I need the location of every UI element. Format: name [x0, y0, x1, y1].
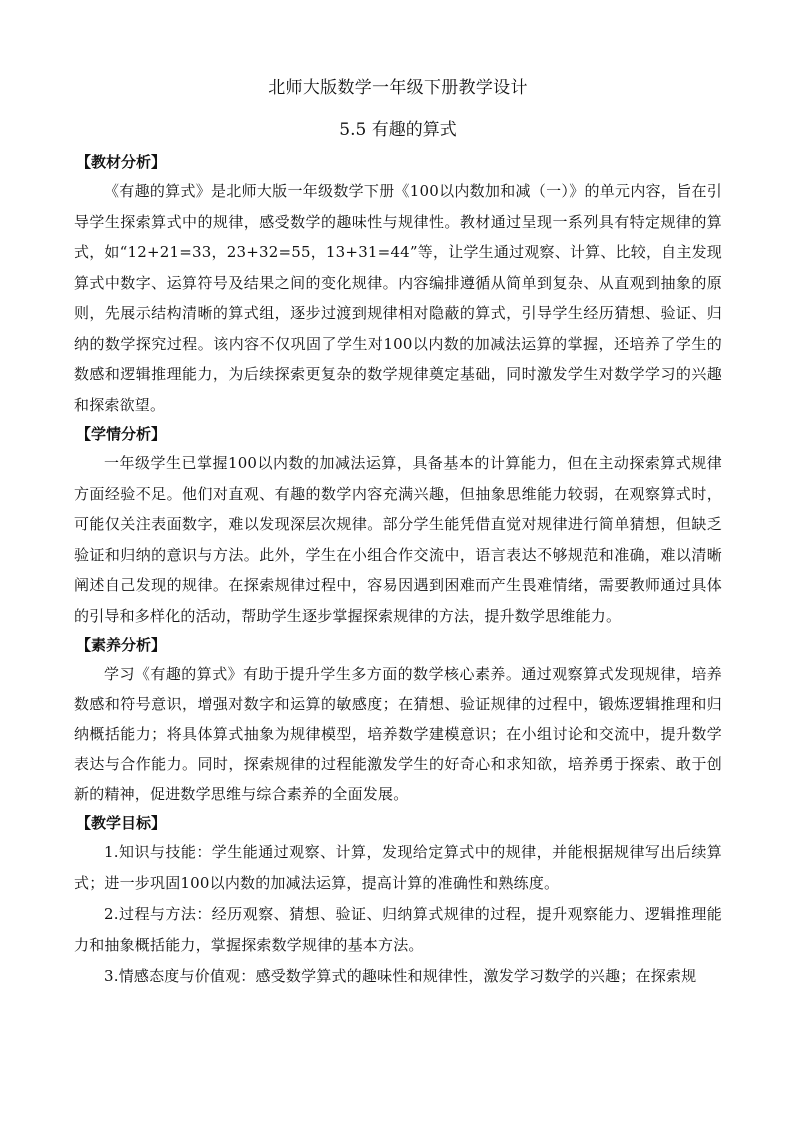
goal-process-methods: 2.过程与方法：经历观察、猜想、验证、归纳算式规律的过程，提升观察能力、逻辑推理能力和抽象概括能力，掌握探索数学规律的基本方法。 [74, 905, 722, 954]
literacy-analysis-heading: 【素养分析】 [76, 636, 167, 654]
learner-analysis-text: 一年级学生已掌握100以内数的加减法运算，具备基本的计算能力，但在主动探索算式规律方面经验不足。他们对直观、有趣的数学内容充满兴趣，但抽象思维能力较弱，在观察算式时，可能仅关注表面数字，难以发现深层次规律。部分学生能凭借直觉对规律进行简单猜想，但缺乏验证和归纳的意识与方法。此外，学生在小组合作交流中，语言表达不够规范和准确，难以清晰阐述自己发现的规律。在探索规律过程中，容易因遇到困难而产生畏难情绪，需要教师通过具体的引导和多样化的活动，帮助学生逐步掌握探索规律的方法，提升数学思维能力。 [74, 454, 722, 625]
teaching-goals-heading: 【教学目标】 [76, 814, 167, 832]
document-page [74, 78, 722, 992]
literacy-analysis-text: 学习《有趣的算式》有助于提升学生多方面的数学核心素养。通过观察算式发现规律，培养数感和符号意识，增强对数字和运算的敏感度；在猜想、验证规律的过程中，锻炼逻辑推理和归纳概括能力；将具体算式抽象为规律模型，培养数学建模意识；在小组讨论和交流中，提升数学表达与合作能力。同时，探索规律的过程能激发学生的好奇心和求知欲，培养勇于探索、敢于创新的精神，促进数学思维与综合素养的全面发展。 [74, 665, 722, 803]
learner-analysis-heading: 【学情分析】 [76, 425, 167, 443]
textbook-analysis-heading: 【教材分析】 [76, 153, 167, 171]
lesson-title: 5.5 有趣的算式 [339, 120, 457, 140]
textbook-analysis-text: 《有趣的算式》是北师大版一年级数学下册《100以内数加和减（一）》的单元内容，旨在引导学生探索算式中的规律，感受数学的趣味性与规律性。教材通过呈现一系列具有特定规律的算式，如“12+21=33，23+32=55，13+31=44”等，让学生通过观察、计算、比较，自主发现算式中数字、运算符号及结果之间的变化规律。内容编排遵循从简单到复杂、从直观到抽象的原则，先展示结构清晰的算式组，逐步过渡到规律相对隐蔽的算式，引导学生经历猜想、验证、归纳的数学探究过程。该内容不仅巩固了学生对100以内数的加减法运算的掌握，还培养了学生的数感和逻辑推理能力，为后续探索更复杂的数学规律奠定基础，同时激发学生对数学学习的兴趣和探索欲望。 [74, 182, 722, 414]
goal-attitude-values: 3.情感态度与价值观：感受数学算式的趣味性和规律性，激发学习数学的兴趣；在探索规 [104, 967, 697, 985]
goal-knowledge-skills: 1.知识与技能：学生能通过观察、计算，发现给定算式中的规律，并能根据规律写出后续算式；进一步巩固100以内数的加减法运算，提高计算的准确性和熟练度。 [74, 843, 722, 892]
document-title: 北师大版数学一年级下册教学设计 [268, 78, 528, 98]
